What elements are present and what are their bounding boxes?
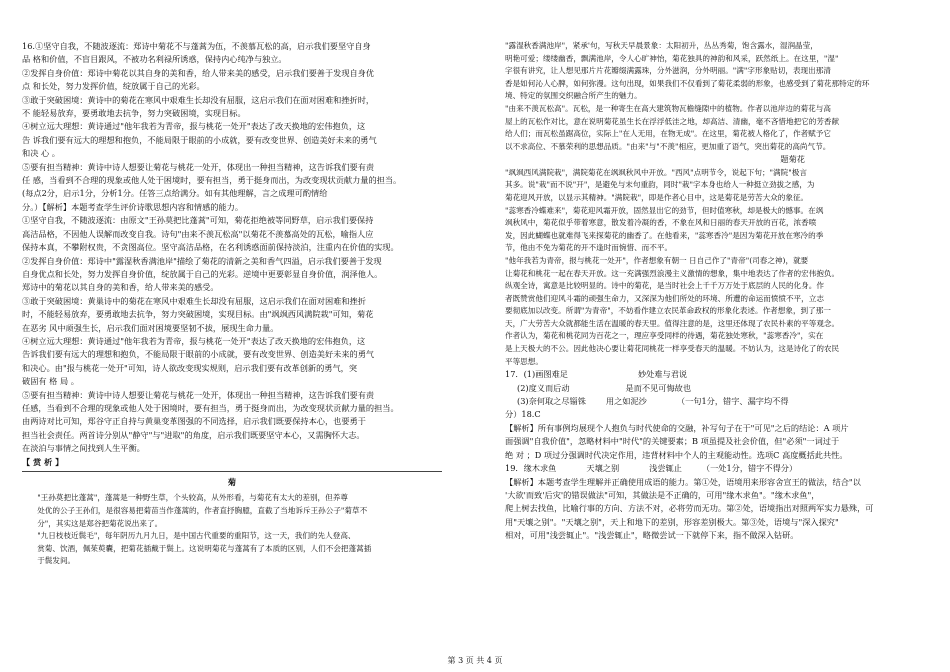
text-line: 发，因此蝴蝶也就难得飞来探菊花的幽香了。在他看来，"蕊寒香冷"是因为菊花开放在寒冷的季: [505, 230, 824, 240]
text-line: ⑤要有担当精神：黄诗中诗人想要让菊花与桃花一处开，体现出一种担当精神，这告诉我们要有责: [22, 161, 375, 172]
text-line: "他年我若为青帝，报与桃花一处开"，作者想象有朝一 日自己作了"青帝"(司春之神)，就要: [505, 255, 809, 265]
text-line: 告 诉我们要有远大的理想和抱负，不能局限于眼前的小成就，要有改变世界、创造美好未来的勇气: [22, 134, 377, 145]
q19-item: 缘木求鱼: [523, 463, 557, 474]
text-line: 16.①坚守自我，不随波逐流：郑诗中菊花不与蓬蒿为伍，不羡慕瓦松的高，启示我们要坚守自身: [22, 41, 371, 51]
divider: [22, 471, 442, 472]
text-line: 字很有讲究，让人想见那片片花瓣缀满露珠，分外滋润，分外明丽。"满"字形象贴切，表现出那清: [505, 66, 831, 76]
text-line: 是上天极大的不公。因此他决心要让菊花同桃花一样享受春天的温暖。不妨认为，这是诗化了的农民: [505, 344, 840, 354]
left-column: [22, 40, 442, 568]
q17-tail: 分）18.C: [505, 409, 541, 420]
text-line: 【解析】本题考查学生理解并正确使用成语的能力。第①处，语境用来形容舍宣王的做法，结合"以: [505, 476, 861, 487]
text-line: 节，他由不免为菊花的开不逢时而惋惜、而不平。: [505, 243, 673, 253]
q17-number: 17．: [505, 369, 524, 380]
q17-item: 是而不见可悔故也: [625, 382, 692, 393]
text-line: "飒飒西风满院栽"，满院菊花在飒飒秋风中开放。"西风"点明节令，说起下句；"满院"极言: [505, 167, 807, 177]
text-line: 明艳可爱；缕缕幽香，飘满池岸，令人心旷神怡，菊花独具的神韵和风采，跃然纸上。在这里，"湿": [505, 53, 839, 63]
poem2-analysis: [505, 167, 925, 369]
text-line: 破固有 格 局 。: [22, 376, 79, 387]
right-column: [505, 40, 925, 543]
text-line: 由两诗对比可知，郑谷守正自持与黄巢变革图强的不同选择，启示我们既要保持本心，也要勇于: [22, 416, 366, 427]
poem-analysis: [22, 492, 442, 568]
text-line: 以不求高位、不慕荣利的思想品质。"由来"与"不羡"相应，更加重了语气，突出菊花的高尚气节。: [505, 141, 831, 151]
page-footer: 第 3 页 共 4 页: [447, 656, 503, 665]
text-line: "露湿秋香满池岸"，紧承'句，写秋天早晨景象：太阳初升，丛丛秀菊，饱含露水，湿润晶莹，: [505, 41, 818, 50]
text-line: 境、特定的氛围交织融合所产生的魅力。: [505, 91, 642, 101]
text-line: "由来不羡瓦松高"。瓦松，是一种寄生在高大建筑物瓦檐缝隙中的植物。作者以池岸边的菊花与高: [505, 103, 831, 113]
text-line: 时，不能轻易放弃，要勇敢地去抗争，努力突破困境，实现目标。由"飒飒西风满院栽"可知，菊花: [22, 309, 374, 320]
note-label: 【 赏 析 】: [22, 456, 64, 467]
q19-item: 天壤之别: [586, 463, 620, 474]
text-line: 其多。说"栽"而不说"开"，是避免与末句重韵，同时"栽"字本身也给人一种挺立劲拔之感，为: [505, 180, 815, 190]
q17-item: (3)奈何取之尽锱铢: [517, 396, 586, 407]
q17-item: 妙处难与君说: [637, 369, 688, 380]
text-line: 爬上树去找鱼，比喻行事的方向、方法不对，必将劳而无功。第②处，语境指出对照两军实力悬殊，可: [505, 503, 874, 514]
q17-item: 用之如泥沙: [605, 396, 647, 407]
text-line: 相对，可用"浅尝辄止"。"浅尝辄止"，略微尝试一下就停下来，指不做深入钻研。: [505, 530, 799, 541]
q17-item: (2)度义而后动: [517, 382, 570, 393]
text-line: 于鬓发间。: [37, 556, 76, 566]
text-line: 天，广大劳苦大众就都能生活在温暖的春天里。值得注意的是，这里还体现了农民朴素的平等观念。: [505, 318, 840, 328]
text-line: 在恶劣 风中顽强生长，启示我们面对困境要坚韧不拔，展现生命力量。: [22, 322, 279, 333]
text-line: ①坚守自我，不随波逐流：由原文"王孙莫把比蓬蒿"可知，菊花拒绝被等同野草，启示我们要保持: [22, 215, 374, 226]
question-19-analysis: [505, 476, 925, 543]
text-line: ③敢于突破困境：黄巢诗中的菊花在寒风中艰难生长却没有屈服，这启示我们在面对困难和挫折: [22, 295, 366, 306]
text-line: 分"，其实这是郑谷把菊花说出来了。: [37, 518, 163, 528]
text-line: 纵观全诗，寓意是比较明显的。诗中的菊花，是当时社会上千千万万处于底层的人民的化身。作: [505, 281, 824, 291]
question-17: [505, 368, 925, 422]
q19-item: （一处1分，错字不得分）: [701, 463, 798, 474]
text-line: "蕊寒香冷蝶难来"，菊花迎风霜开放，固然显出它的劲节，但时值寒秋，却是极大的憾事。在飒: [505, 205, 824, 215]
text-line: ②发挥自身价值：郑诗中"露湿秋香满池岸"描绘了菊花的清新之美和香气四溢，启示我们要善于发现: [22, 255, 382, 266]
analysis-continued: [505, 40, 925, 153]
text-line: 品 格和价值，不盲目跟风，不被功名利禄所诱惑，保持内心纯净与独立。: [22, 54, 287, 65]
q17-item: （一句1分，错字、漏字均不得: [676, 396, 789, 407]
text-line: 作者认为，菊花和桃花同为百花之一，理应享受同样的待遇，菊花独处寒秋，"蕊寒香冷"，实在: [505, 331, 824, 341]
text-line: 香是如何沁人心脾，如何弥漫。这句出现，如果我们不仅看到了菊花柔弱的形象，也感受到了菊花那特定的环: [505, 78, 870, 88]
text-line: 不 能轻易放弃，要勇敢地去抗争，努力突破困境，实现目标。: [22, 108, 246, 119]
text-line: ④树立远大理想：黄诗通过"他年我若为青帝，报与桃花一处开"表达了改天换地的宏伟抱负，这: [22, 121, 366, 132]
text-line: ②发挥自身价值：郑诗中菊花以其自身的美和香，给人带来美的感受，启示我们要善于发现自身优: [22, 67, 375, 78]
text-line: 【解析】所有事例均展现个人抱负与时代使命的交融，补写句子在于"可见"之后的结论：A 项片: [505, 422, 849, 433]
text-line: 绝 对 ；D 项过分强调时代决定作用，违背材料中个人的主观能动性。选项C 高度概括此共性。: [505, 449, 848, 460]
text-line: 分。）【解析】本题考查学生评价诗歌思想内容和情感的能力。: [22, 201, 244, 212]
text-line: 自身优点和长处，努力发挥自身价值，绽放属于自己的光彩。逆境中更要彰显自身价值，润泽他人。: [22, 268, 383, 279]
answer-16-block: [22, 40, 442, 456]
text-line: 让菊花和桃花一起在春天开放。这一充满强烈浪漫主义激情的想象，集中地表达了作者的宏伟抱负。: [505, 268, 840, 278]
q17-item: (1)画图难足: [523, 369, 568, 380]
text-line: 郑诗中的菊花以其自身的美和香，给人带来美的感受。: [22, 282, 219, 293]
text-line: ③敢于突破困境：黄诗中的菊花在寒风中艰难生长却没有屈服，这启示我们在面对困难和挫折时，: [22, 94, 375, 105]
text-line: 在淡泊与事情之间找到人生平衡。: [22, 443, 145, 454]
question-19: [505, 462, 925, 475]
text-line: 和决心。由"报与桃花一处开"可知，诗人欲改变现实规则，启示我们要有改革创新的勇气，突: [22, 362, 358, 373]
poem2-title: 题菊花: [780, 154, 805, 165]
text-line: 任感，当看到不合理的现象或他人处于困境时，要有担当，勇于挺身而出，为改变现状贡献力量的担当。: [22, 402, 399, 413]
text-line: ④树立远大理想：黄诗通过"他年我若为青帝，报与桃花一处开"表达了改天换地的宏伟抱负，这: [22, 335, 366, 346]
text-line: 平等思想。: [505, 356, 543, 366]
text-line: 屋上的瓦松作对比，意在说明菊花虽生长在浮浮低洼之地，却高洁、清幽，毫不吝惜地把它的芳香献: [505, 116, 840, 126]
poem-title: 菊: [227, 477, 237, 487]
text-line: 用"天壤之别"。"天壤之别"，天上和地下的差别，形容差别极大。第③处，语境与"深入探究": [505, 516, 839, 527]
text-line: "王孙莫把比蓬蒿"，蓬蒿是一种野生草，个头较高，从外形看，与菊花有太大的差别，但养尊: [37, 493, 348, 503]
text-line: "九日枝枝近鬓毛"，每年阴历九月九日，是中国古代重要的重阳节，这一天，我们的先人登高、: [37, 531, 356, 541]
text-line: 担当社会责任。两首诗分别从"静守"与"进取"的角度，启示我们既要坚守本心，又需胸怀大志。: [22, 429, 365, 440]
text-line: 保持本真，不攀附权贵，不贪图高位。坚守高洁品格，在名利诱惑面前保持淡泊，注重内在价值的实现。: [22, 242, 399, 253]
q19-item: 浅尝辄止: [649, 463, 682, 474]
text-line: 点 和长处，努力发挥价值，绽放属于自己的光彩。: [22, 81, 205, 92]
text-line: 飒秋风中，菊花似乎带着寒意，散发着冷凝的香，不象在风和日丽的春天开放的百花，浓香喷: [505, 218, 817, 228]
text-line: 菊花迎风开放，以显示其精神。"满院栽"，即是作者心目中，这是菊花是劳苦大众的象征。: [505, 192, 809, 202]
text-line: 任 感，当看到不合理的现象或他人处于困境时，要有担当，勇于挺身而出，为改变现状贡献力量的担当。: [22, 175, 402, 186]
text-line: 给人们；而瓦松虽踞高位，实际上"在人无用，在物无成"。在这里，菊花被人格化了，作者赋予它: [505, 129, 831, 139]
question-18-analysis: [505, 422, 925, 462]
text-line: 赏菊、饮酒，佩茱萸囊，把菊花插戴于鬓上。这说明菊花与蓬蒿有了本质的区别，人们不会把蓬蒿插: [37, 543, 372, 553]
text-line: 者既赞赏他们迎风斗霜的顽强生命力，又深深为他们所处的环境、所遭的命运而愤愤不平，立志: [505, 293, 824, 303]
text-line: 要彻底加以改变。所谓"为青帝"，不妨看作建立农民革命政权的形象化表述。作者想象，到了那一: [505, 306, 831, 316]
text-line: '大欲'而致'后灾'的错误做法"可知，其做法是不正确的，可用"缘木求鱼"。"缘木求鱼"，: [505, 489, 820, 500]
text-line: 面强调"自我价值"，忽略材料中"时代"的关键要素；B 项虽提及社会价值，但"必须"一词过于: [505, 436, 840, 447]
text-line: 和决 心 。: [22, 148, 60, 159]
text-line: ⑤要有担当精神：黄诗中诗人想要让菊花与桃花一处开，体现出一种担当精神，这告诉我们要有责: [22, 389, 375, 400]
text-line: 高洁品格，不因他人误解而改变自我。诗句"由来不羡瓦松高"以菊花不羡慕高处的瓦松，喻指人应: [22, 228, 374, 239]
text-line: 告诉我们要有远大的理想和抱负，不能局限于眼前的小成就，要有改变世界、创造美好未来的勇气: [22, 349, 375, 360]
text-line: 处优的公子王孙们，是很容易把菊苗当作蓬蒿的，作者直抒胸臆，直截了当地诉斥王孙公子"菊草不: [37, 506, 368, 515]
q19-number: 19．: [505, 463, 524, 474]
text-line: (每点2分，启示1分，分析1分。任答三点给满分。如有其他理解，言之成理可酌情给: [22, 188, 328, 199]
